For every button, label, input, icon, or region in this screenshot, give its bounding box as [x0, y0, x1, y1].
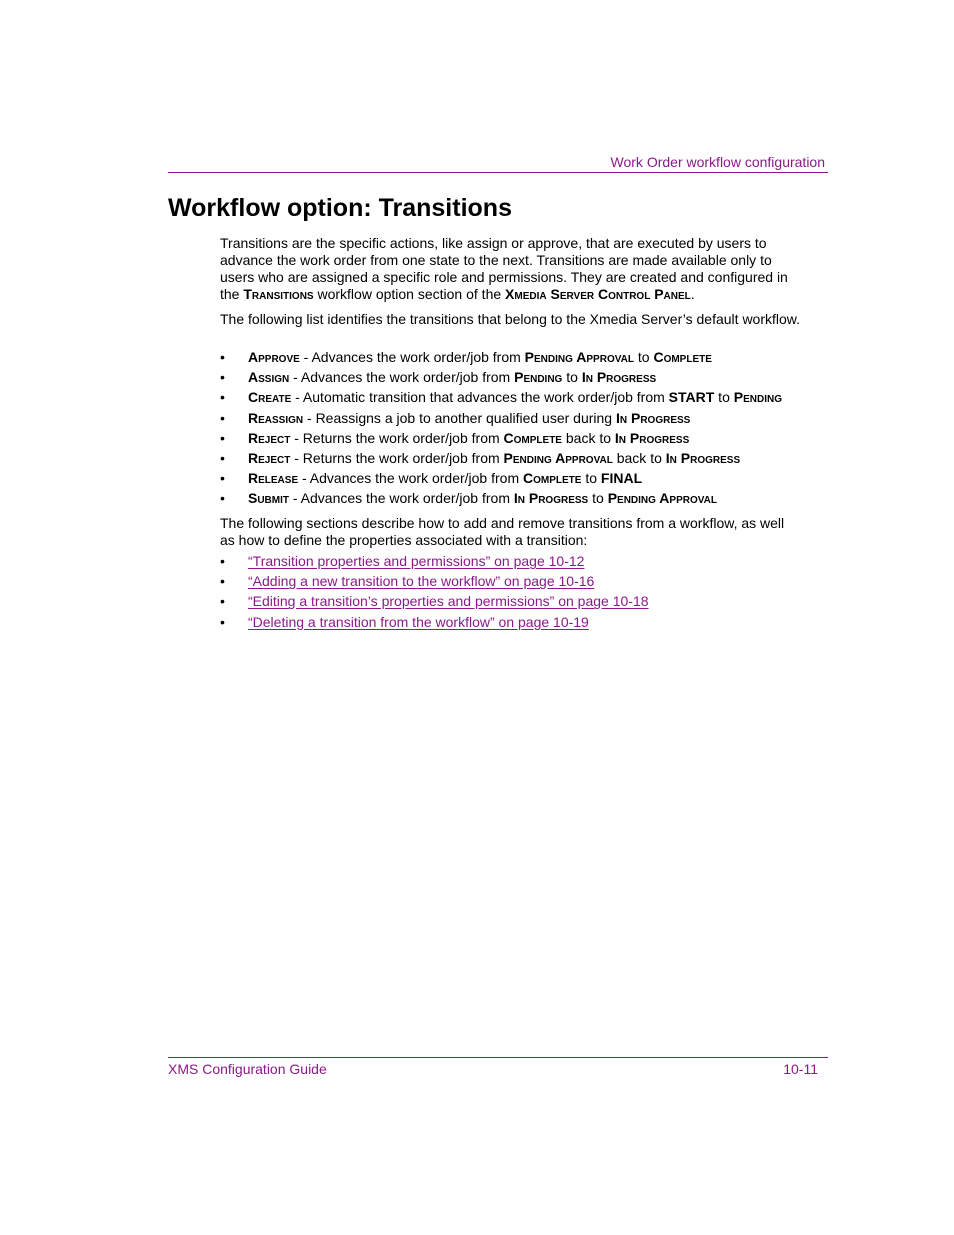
- xref-link-transition-properties[interactable]: “Transition properties and permissions” on page 10-12: [248, 553, 585, 569]
- list-intro-paragraph: The following list identifies the transitions that belong to the Xmedia Server’s default workflow.: [220, 311, 801, 327]
- transition-text: to: [588, 490, 608, 507]
- state-to: In Progress: [614, 429, 690, 446]
- list-item: [220, 573, 820, 593]
- running-header: [168, 153, 828, 173]
- sections-intro-paragraph: The following sections describe how to add and remove transitions from a workflow, as well as how to define the properties associated with a transition:: [220, 515, 785, 548]
- xref-link-deleting-transition[interactable]: “Deleting a transition from the workflow” on page 10-19: [248, 613, 589, 630]
- transition-name: Approve: [248, 349, 300, 365]
- transition-text: to: [562, 369, 582, 386]
- footer-page-number: 10-11: [783, 1061, 818, 1077]
- bullet-marker: •: [220, 349, 225, 365]
- transition-name: Create: [248, 389, 292, 406]
- state-to: Pending: [733, 389, 782, 406]
- transition-text: - Returns the work order/job from: [290, 429, 504, 446]
- bullet-marker: •: [220, 389, 225, 406]
- transition-name: Reject: [248, 429, 291, 446]
- transition-text: to: [714, 389, 734, 406]
- list-item: [220, 553, 820, 573]
- xref-link-adding-transition[interactable]: “Adding a new transition to the workflow” on page 10-16: [248, 573, 595, 590]
- state-to: FINAL: [600, 470, 643, 487]
- bullet-marker: •: [220, 573, 225, 590]
- bullet-marker: •: [220, 613, 225, 630]
- transition-text: to: [581, 470, 601, 487]
- bullet-marker: •: [220, 449, 225, 466]
- transition-name: Submit: [248, 490, 289, 507]
- state-from: Complete: [523, 470, 582, 487]
- transition-name: Release: [248, 470, 299, 487]
- list-item: [220, 614, 820, 634]
- cross-reference-list: [220, 553, 820, 634]
- list-item: [220, 410, 820, 430]
- transition-list: [220, 349, 820, 511]
- header-section-title: Work Order workflow configuration: [610, 154, 825, 170]
- state-from: Pending Approval: [524, 349, 634, 365]
- xref-link-editing-transition[interactable]: “Editing a transition’s properties and permissions” on page 10-18: [248, 593, 649, 610]
- intro-text-1: Transitions are the specific actions, like assign or approve, that are executed by users to advance the work order from one state to the next. Transitions are made available only to users who are assigned a specific role and permissions. They are created and configured in the: [220, 235, 788, 302]
- list-item: [220, 593, 820, 613]
- bullet-marker: •: [220, 429, 225, 446]
- bullet-marker: •: [220, 409, 225, 426]
- state-to: In Progress: [581, 369, 657, 386]
- transition-text: back to: [612, 449, 666, 466]
- page-title: Workflow option: Transitions: [168, 194, 512, 222]
- state-from: START: [668, 389, 715, 406]
- running-footer: [168, 1057, 828, 1077]
- footer-guide-title: XMS Configuration Guide: [168, 1061, 327, 1077]
- transition-text: - Advances the work order/job from: [299, 349, 525, 365]
- list-item: [220, 389, 820, 409]
- list-item: [220, 349, 820, 369]
- transition-text: to: [633, 349, 654, 365]
- list-item: [220, 430, 820, 450]
- transition-text: - Reassigns a job to another qualified user during: [303, 409, 616, 426]
- control-panel-ref: Xmedia Server Control Panel: [505, 286, 691, 302]
- list-item: [220, 369, 820, 389]
- transition-name: Assign: [248, 369, 290, 386]
- transition-text: - Advances the work order/job from: [289, 490, 514, 507]
- transition-text: - Advances the work order/job from: [298, 470, 523, 487]
- intro-paragraph: [220, 235, 800, 303]
- transitions-ref: Transitions: [243, 286, 314, 302]
- intro-text-2: workflow option section of the: [313, 286, 506, 302]
- bullet-marker: •: [220, 470, 225, 487]
- list-item: [220, 490, 820, 510]
- list-item: [220, 470, 820, 490]
- state-from: Complete: [503, 429, 562, 446]
- list-item: [220, 450, 820, 470]
- state-from: Pending Approval: [503, 449, 613, 466]
- state-from: In Progress: [513, 490, 589, 507]
- state-from: Pending: [514, 369, 563, 386]
- transition-text: back to: [561, 429, 615, 446]
- bullet-marker: •: [220, 369, 225, 386]
- state-to: In Progress: [665, 449, 741, 466]
- transition-text: - Returns the work order/job from: [290, 449, 504, 466]
- intro-text-3: .: [690, 286, 695, 302]
- transition-name: Reassign: [248, 409, 304, 426]
- transition-text: - Advances the work order/job from: [289, 369, 515, 386]
- transition-text: - Automatic transition that advances the work order/job from: [291, 389, 669, 406]
- state-from: In Progress: [615, 409, 691, 426]
- state-to: Pending Approval: [607, 490, 718, 507]
- bullet-marker: •: [220, 490, 225, 507]
- state-to: Complete: [653, 349, 712, 365]
- bullet-marker: •: [220, 553, 225, 569]
- transition-name: Reject: [248, 449, 291, 466]
- bullet-marker: •: [220, 593, 225, 610]
